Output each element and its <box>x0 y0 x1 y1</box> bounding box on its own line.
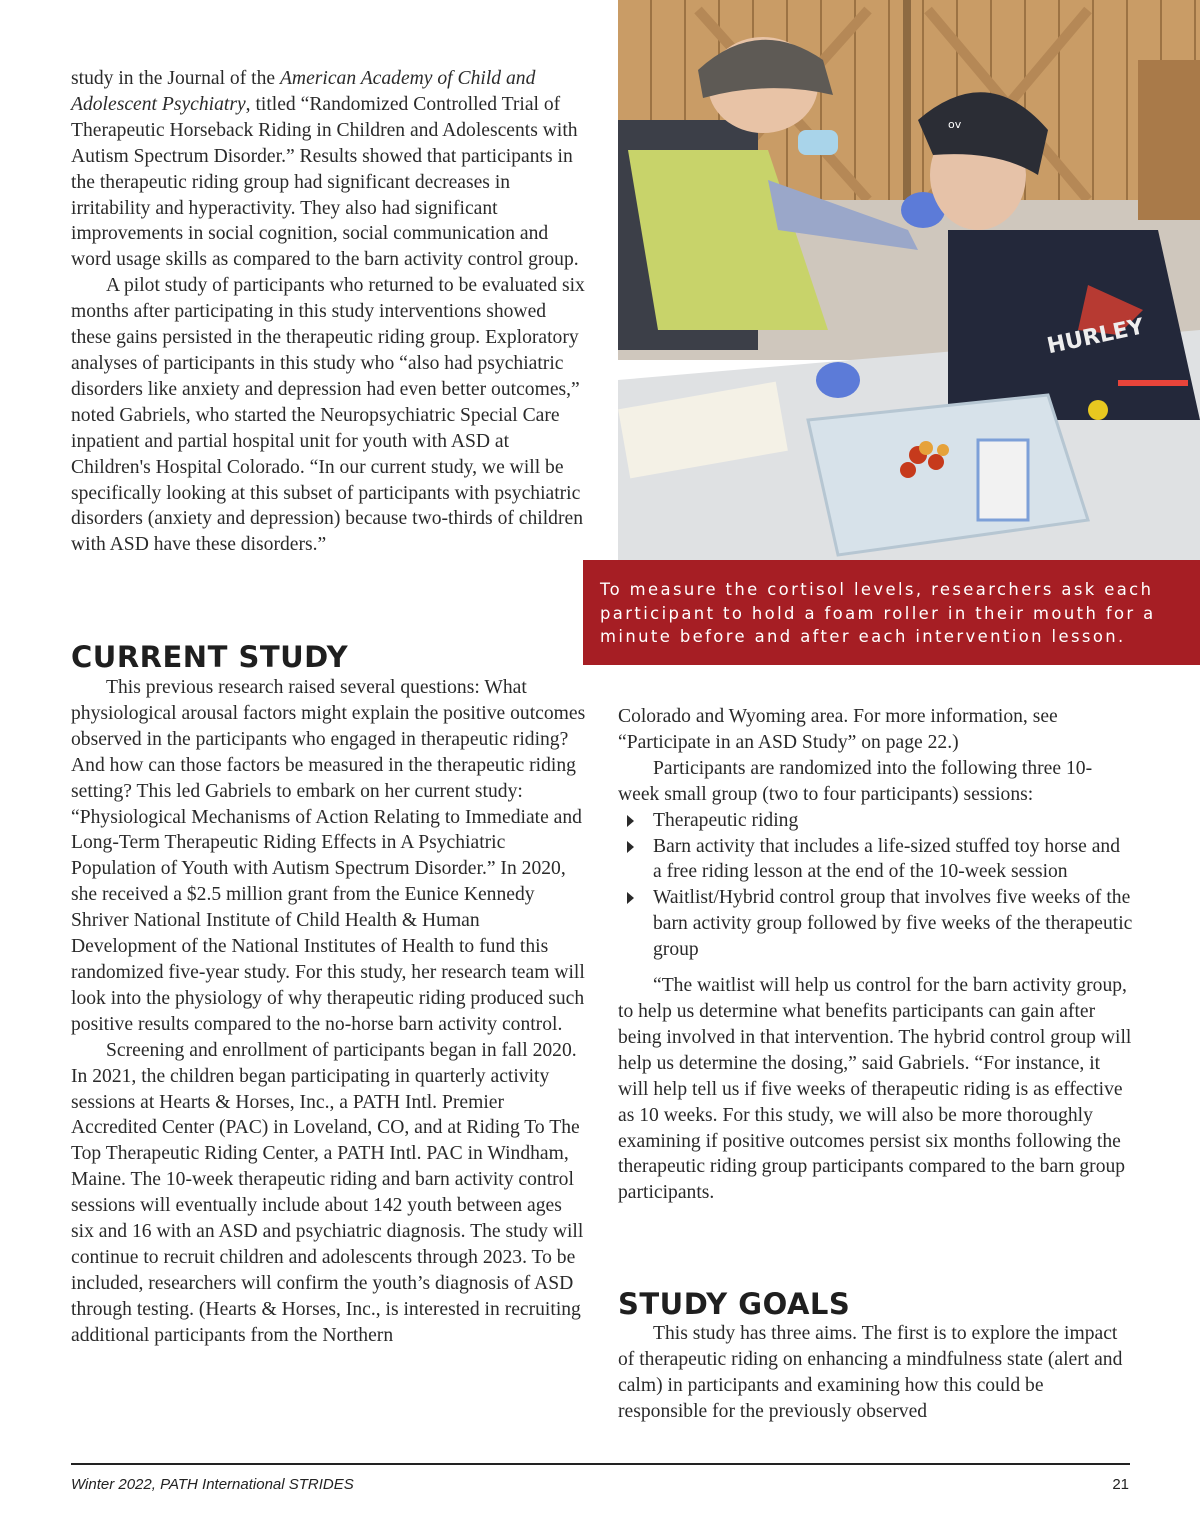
heading-study-goals: STUDY GOALS <box>618 1287 851 1321</box>
left-column-top <box>71 66 586 558</box>
paragraph-pilot-study: A pilot study of participants who returned to be evaluated six months after participating in this study interventions showed these gains persisted in the therapeutic riding group. Exploratory analyses of participants in this study who “also had psychiatric disorders like anxiety and depression had even better outcomes,” noted Gabriels, who started the Neuropsychiatric Special Care inpatient and partial hospital unit for youth with ASD at Children's Hospital Colorado. “In our current study, we will be specifically looking at this subset of participants with psychiatric disorders (anxiety and depression) because two-thirds of children with ASD have these disorders.” <box>71 275 585 556</box>
paragraph-waitlist-quote: “The waitlist will help us control for the barn activity group, to help us determine what benefits participants can gain after being involved in that intervention. The hybrid control group will help us determine the dosing,” said Gabriels. “For instance, it will help tell us if five weeks of therapeutic riding is as effective as 10 weeks. For this study, we will also be more thoroughly examining if positive outcomes persist six months following the therapeutic riding group participants compared to the barn group participants. <box>618 975 1132 1204</box>
paragraph-intro: study in the Journal of the American Academy of Child and Adolescent Psychiatry, titled “Randomized Controlled Trial of Therapeutic Horseback Riding in Children and Adolescents with Autism Spectrum Disorder.” Results showed that participants in the therapeutic riding group had significant decreases in irritability and hyperactivity. They also had significant improvements in social cognition, social communication and word usage skills as compared to the barn activity control group. <box>71 68 579 271</box>
bullet-triangle-icon <box>627 841 634 853</box>
list-item: Barn activity that includes a life-sized stuffed toy horse and a free riding lesson at the end of the 10-week session <box>618 834 1133 886</box>
photo-caption: To measure the cortisol levels, researchers ask each participant to hold a foam roller in their mouth for a minute before and after each intervention lesson. <box>583 560 1200 665</box>
paragraph-randomized: Participants are randomized into the following three 10-week small group (two to four participants) sessions: <box>618 757 1093 805</box>
paragraph-three-aims: This study has three aims. The first is to explore the impact of therapeutic riding on enhancing a mindfulness state (alert and calm) in participants and examining how this could be responsible for the previously observed <box>618 1323 1123 1422</box>
heading-current-study: CURRENT STUDY <box>71 640 349 674</box>
page-number: 21 <box>1112 1476 1129 1493</box>
footer-publication: Winter 2022, PATH International STRIDES <box>71 1476 354 1493</box>
list-item: Waitlist/Hybrid control group that involves five weeks of the barn activity group followed by five weeks of the therapeutic group <box>618 885 1133 963</box>
paragraph-screening: Screening and enrollment of participants began in fall 2020. In 2021, the children began participating in quarterly activity sessions at Hearts & Horses, Inc., a PATH Intl. Premier Accredited Center (PAC) in Loveland, CO, and at Riding To The Top Therapeutic Riding Center, a PATH Intl. PAC in Windham, Maine. The 10-week therapeutic riding and barn activity control sessions will eventually include about 142 youth between ages six and 16 with an ASD and psychiatric diagnosis. The study will continue to recruit children and adolescents through 2023. To be included, researchers will confirm the youth’s diagnosis of ASD through testing. (Hearts & Horses, Inc., is interested in recruiting additional participants from the Northern <box>71 1039 584 1346</box>
left-column-bottom <box>71 675 586 1349</box>
bullet-triangle-icon <box>627 815 634 827</box>
paragraph-previous-research: This previous research raised several questions: What physiological arousal factors might explain the positive outcomes observed in the participants who engaged in therapeutic riding? And how can those factors be measured in the therapeutic riding setting? This led Gabriels to embark on her current study: “Physiological Mechanisms of Action Relating to Immediate and Long-Term Therapeutic Riding Effects in A Psychiatric Population of Youth with Autism Spectrum Disorder.” In 2020, she received a $2.5 million grant from the Eunice Kennedy Shriver National Institute of Child Health & Human Development of the National Institutes of Health to fund this randomized five-year study. For this study, her research team will look into the physiology of why therapeutic riding produced such positive results compared to the no-horse barn activity control. <box>71 677 586 1035</box>
session-list <box>618 808 1133 963</box>
journal-title: American Academy of Child and Adolescent Psychiatry <box>71 68 536 115</box>
right-column <box>618 704 1133 1206</box>
footer-divider <box>71 1463 1130 1465</box>
paragraph-more-info: Colorado and Wyoming area. For more information, see “Participate in an ASD Study” on page 22.) <box>618 706 1058 753</box>
photo-illustration <box>618 0 1200 560</box>
article-photo <box>618 0 1200 560</box>
shirt-logo: HURLEY <box>1044 314 1147 360</box>
bullet-triangle-icon <box>627 892 634 904</box>
list-item: Therapeutic riding <box>618 808 1133 834</box>
study-goals-body <box>618 1321 1133 1425</box>
helmet-logo: ov <box>948 118 962 131</box>
